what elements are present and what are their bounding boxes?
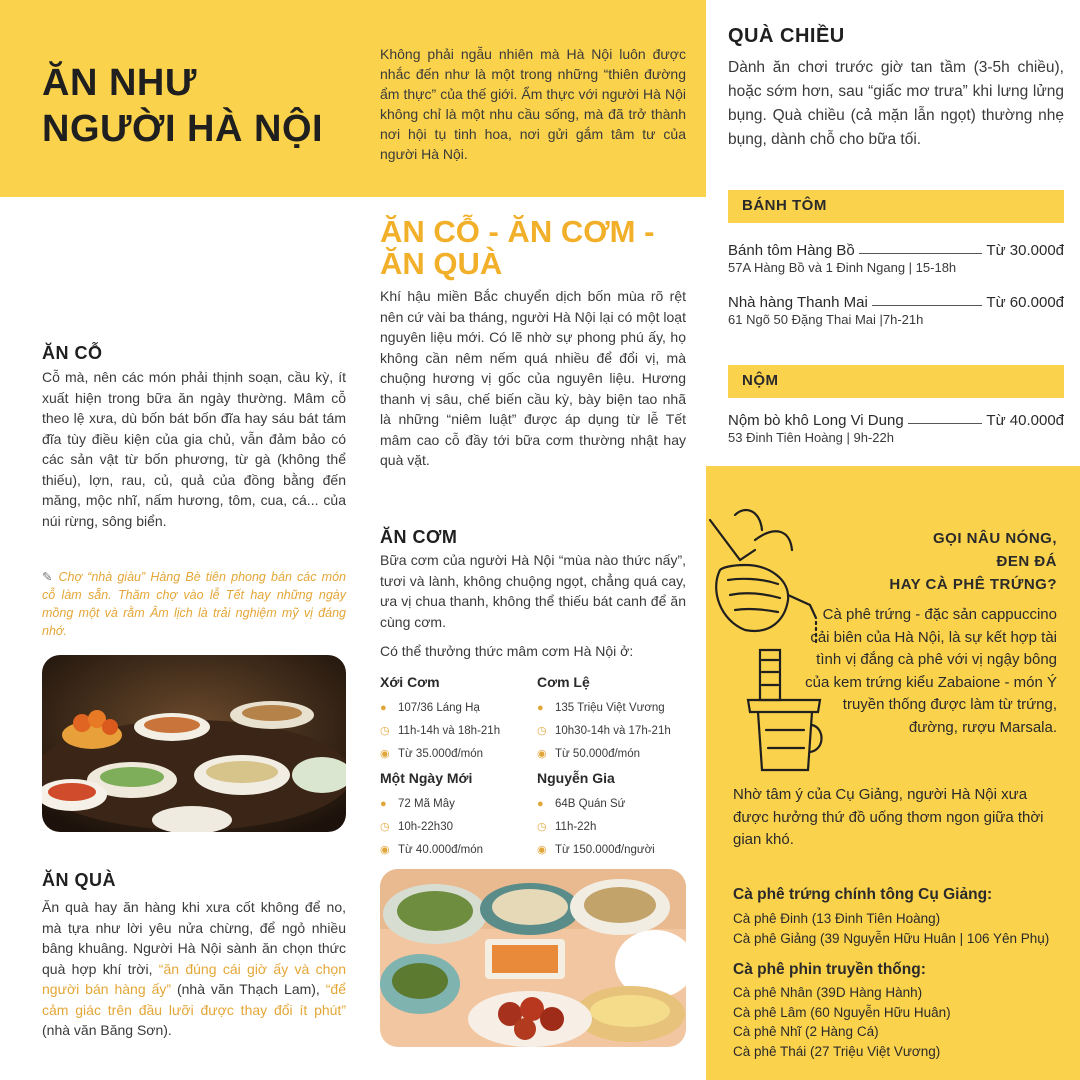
an-co-tip-text: Chợ “nhà giàu” Hàng Bè tiên phong bán các món cỗ làm sẵn. Thăm chợ vào lễ Tết hay những ngày mồng một và rằm Âm lịch là trải nghiệm mỹ vị đáng nhớ. bbox=[42, 570, 346, 638]
venue-card bbox=[380, 770, 535, 861]
venue-price: Từ 40.000đ/món bbox=[398, 843, 484, 856]
leader-line bbox=[908, 423, 983, 424]
clock-icon: ◷ bbox=[380, 725, 390, 737]
list-item: Cà phê Lâm (60 Nguyễn Hữu Huân) bbox=[733, 1004, 951, 1020]
an-com-heading: ĂN CƠM bbox=[380, 527, 458, 547]
qua-chieu-heading: QUÀ CHIỀU bbox=[728, 25, 845, 47]
listing-name: Nhà hàng Thanh Mai bbox=[728, 294, 868, 311]
egg-coffee-history: Nhờ tâm ý của Cụ Giảng, người Hà Nội xưa được hưởng thứ đồ uống thơm ngon giữa thời gian khó. bbox=[733, 786, 1044, 848]
phin-coffee-list-heading: Cà phê phin truyền thống: bbox=[733, 961, 926, 978]
section-title: ĂN CỖ - ĂN CƠM - ĂN QUÀ bbox=[380, 214, 655, 281]
listing-address: 57A Hàng Bồ và 1 Đinh Ngang | 15-18h bbox=[728, 260, 957, 275]
listing-item bbox=[728, 407, 1064, 445]
venue-name: Cơm Lệ bbox=[537, 674, 590, 690]
egg-coffee-description: Cà phê trứng - đặc sản cappuccino cải biên của Hà Nội, là sự kết hợp tài tình vị đắng cà phê với vị ngậy bông của kem trứng kiểu Zabaione - món Ý truyền thống được làm từ trứng, đường, rượu Marsala. bbox=[805, 606, 1057, 736]
egg-coffee-list-heading: Cà phê trứng chính tông Cụ Giảng: bbox=[733, 886, 993, 903]
an-co-heading: ĂN CỖ bbox=[42, 343, 103, 363]
an-qua-text-3: (nhà văn Băng Sơn). bbox=[42, 1022, 172, 1038]
price-tag-icon: ◉ bbox=[537, 844, 547, 856]
coffee-heading-line-1: GỌI NÂU NÓNG, bbox=[932, 530, 1057, 547]
leader-line bbox=[859, 253, 983, 254]
price-tag-icon: ◉ bbox=[380, 844, 390, 856]
venue-card bbox=[380, 674, 535, 765]
an-qua-text bbox=[42, 897, 346, 1041]
page-title bbox=[42, 60, 372, 152]
clock-icon: ◷ bbox=[537, 725, 547, 737]
an-co-tip bbox=[42, 568, 346, 640]
venue-hours: 10h-22h30 bbox=[398, 820, 453, 833]
food-photo bbox=[380, 869, 686, 1047]
venue-address: 72 Mã Mây bbox=[398, 797, 455, 810]
page-title-line-2: NGƯỜI HÀ NỘI bbox=[42, 108, 324, 150]
an-qua-heading: ĂN QUÀ bbox=[42, 870, 116, 890]
venue-price: Từ 150.000đ/người bbox=[555, 843, 655, 856]
clock-icon: ◷ bbox=[380, 821, 390, 833]
coffee-heading-line-2: ĐEN ĐÁ bbox=[996, 553, 1057, 570]
intro-paragraph: Không phải ngẫu nhiên mà Hà Nội luôn được nhắc đến như là một trong những “thiên đường ẩm thực” của thế giới. Ẩm thực với người Hà Nội không chỉ là một nhu cầu sống, mà đã trở thành nơi hội tụ tinh hoa, nơi gửi gắm tâm tư của người Hà Nội. bbox=[380, 46, 686, 162]
venue-price: Từ 35.000đ/món bbox=[398, 747, 484, 760]
venue-hours: 11h-14h và 18h-21h bbox=[398, 724, 501, 737]
egg-coffee-list bbox=[733, 909, 1073, 948]
listing-name: Nộm bò khô Long Vi Dung bbox=[728, 412, 904, 429]
feast-photo bbox=[42, 655, 346, 832]
list-item: Cà phê Thái (27 Triệu Việt Vương) bbox=[733, 1043, 941, 1059]
an-co-text: Cỗ mà, nên các món phải thịnh soạn, cầu kỳ, ít xuất hiện trong bữa ăn ngày thường. Mâm cỗ theo lệ xưa, dù bốn bát bốn đĩa hay sáu bát tám đĩa tùy điều kiện của gia chủ, vẫn đảm bảo có các sản vật từ bốn phương, từ gà (không thể thiếu), lợn, rau, củ, quả của đồng bằng đến măng, mộc nhĩ, nấm hương, tôm, cua, cá... của núi rừng, sông biển. bbox=[42, 369, 346, 529]
list-item: Cà phê Nhân (39D Hàng Hành) bbox=[733, 985, 923, 1000]
venue-hours: 11h-22h bbox=[555, 820, 597, 833]
nom-label: NỘM bbox=[728, 365, 1064, 398]
coffee-heading bbox=[840, 527, 1057, 596]
an-com-subtext: Có thể thưởng thức mâm cơm Hà Nội ở: bbox=[380, 643, 634, 659]
page-title-line-1: ĂN NHƯ bbox=[42, 62, 197, 104]
venue-address: 64B Quán Sứ bbox=[555, 797, 626, 810]
section-intro: Khí hậu miền Bắc chuyển dịch bốn mùa rõ rệt nên cứ vài ba tháng, người Hà Nội lại có một loạt nguyên liệu mới. Có lẽ nhờ sự phong phú ấy, họ không cần nêm nếm quá nhiều để đổi vị, mà chuộng hương vị gốc của nguyên liệu. Hương thanh vị sâu, chế biến cầu kỳ, bày biện tao nhã là những “niêm luật” được áp dụng từ lễ Tết mâm cao cỗ đầy tới bữa cơm thường nhật hay quà vặt. bbox=[380, 288, 686, 468]
an-qua-text-2: (nhà văn Thạch Lam), bbox=[171, 981, 326, 997]
listing-price: Từ 30.000đ bbox=[986, 242, 1064, 259]
listing-name: Bánh tôm Hàng Bồ bbox=[728, 242, 855, 259]
an-com-text: Bữa cơm của người Hà Nội “mùa nào thức nấy”, tươi và lành, không chuộng ngọt, chẳng quá cay, ưa vị chua thanh, không thể thiếu bát canh để ăn cùng cơm. bbox=[380, 552, 686, 630]
list-item: Cà phê Giảng (39 Nguyễn Hữu Huân | 106 Yên Phụ) bbox=[733, 930, 1050, 946]
venue-address: 135 Triệu Việt Vương bbox=[555, 701, 665, 714]
listing-address: 61 Ngõ 50 Đặng Thai Mai |7h-21h bbox=[728, 312, 924, 327]
note-icon: ✎ bbox=[42, 570, 53, 584]
venue-card bbox=[537, 770, 692, 861]
venue-name: Nguyễn Gia bbox=[537, 770, 615, 786]
phin-coffee-list bbox=[733, 983, 1073, 1061]
venue-price: Từ 50.000đ/món bbox=[555, 747, 641, 760]
location-pin-icon: ● bbox=[537, 701, 544, 714]
location-pin-icon: ● bbox=[380, 701, 387, 714]
qua-chieu-text: Dành ăn chơi trước giờ tan tầm (3-5h chiều), hoặc sớm hơn, sau “giấc mơ trưa” khi lưng lửng bụng. Quà chiều (cả mặn lẫn ngọt) thường nhẹ bụng, dành chỗ cho bữa tối. bbox=[728, 59, 1064, 148]
an-qua-quote-1: “ăn đúng cái giờ ấy và chọn người bán hàng ấy” bbox=[42, 960, 346, 997]
venue-name: Một Ngày Mới bbox=[380, 770, 473, 786]
price-tag-icon: ◉ bbox=[537, 748, 547, 760]
venue-address: 107/36 Láng Hạ bbox=[398, 701, 480, 714]
listing-price: Từ 60.000đ bbox=[986, 294, 1064, 311]
list-item: Cà phê Nhĩ (2 Hàng Cá) bbox=[733, 1024, 879, 1039]
coffee-heading-line-3: HAY CÀ PHÊ TRỨNG? bbox=[889, 576, 1057, 593]
listing-item bbox=[728, 237, 1064, 275]
listing-item bbox=[728, 289, 1064, 327]
location-pin-icon: ● bbox=[380, 797, 387, 810]
banh-tom-label: BÁNH TÔM bbox=[728, 190, 1064, 223]
listing-address: 53 Đinh Tiên Hoàng | 9h-22h bbox=[728, 430, 894, 445]
venue-card bbox=[537, 674, 692, 765]
clock-icon: ◷ bbox=[537, 821, 547, 833]
venue-hours: 10h30-14h và 17h-21h bbox=[555, 724, 671, 737]
an-qua-text-1: Ăn quà hay ăn hàng khi xưa cốt không để no, mà tựa như lời yêu nửa chừng, để ngỏ nhiều bâng khuâng. Người Hà Nội sành ăn chọn thức quà hợp khí trời, bbox=[42, 899, 346, 977]
venue-name: Xới Cơm bbox=[380, 674, 440, 690]
price-tag-icon: ◉ bbox=[380, 748, 390, 760]
an-qua-quote-2: “để cảm giác trên đầu lưỡi được thay đổi ít phút” bbox=[42, 981, 346, 1018]
list-item: Cà phê Đinh (13 Đinh Tiên Hoàng) bbox=[733, 911, 941, 926]
location-pin-icon: ● bbox=[537, 797, 544, 810]
listing-price: Từ 40.000đ bbox=[986, 412, 1064, 429]
leader-line bbox=[872, 305, 983, 306]
